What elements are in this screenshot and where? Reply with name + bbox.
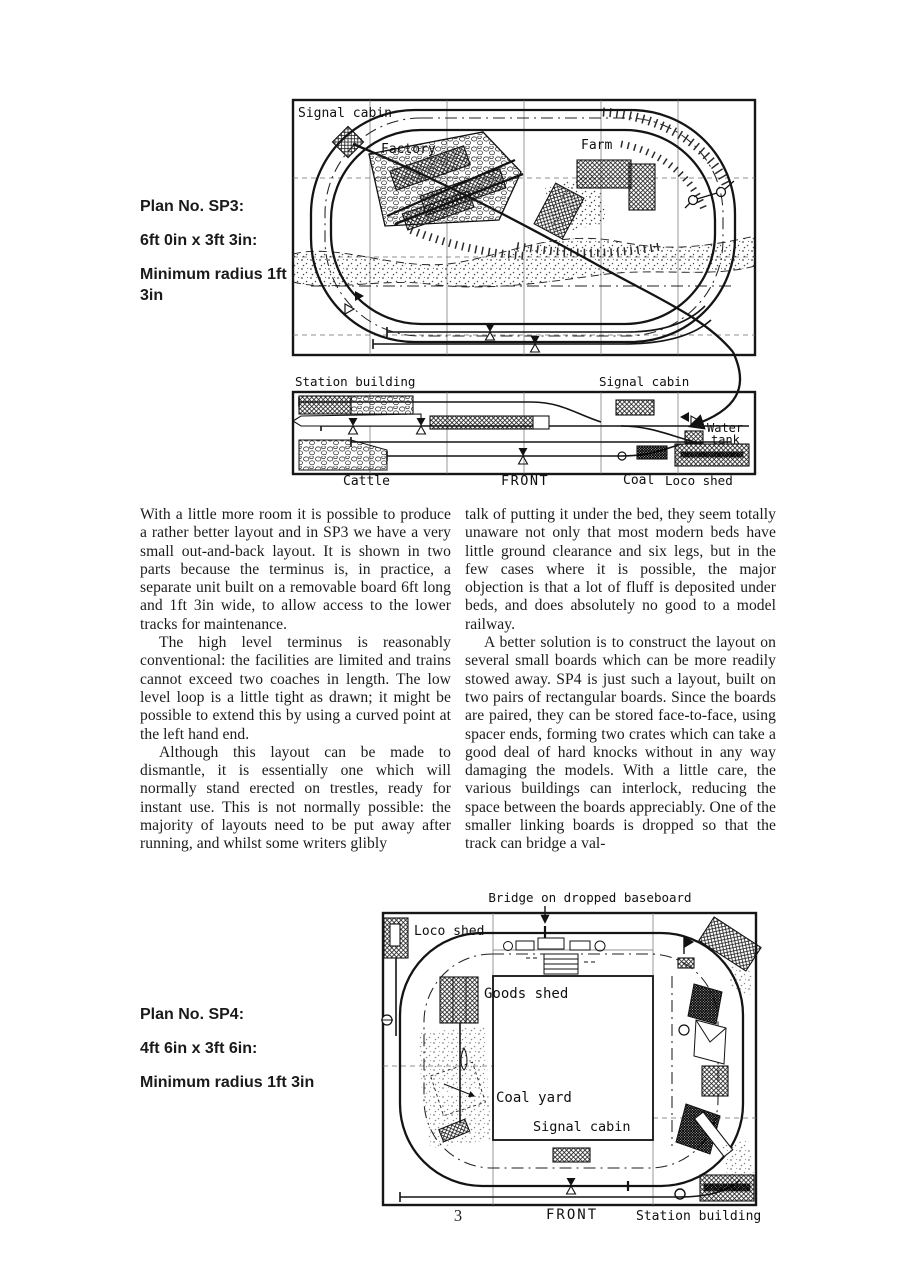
page-number: 3 bbox=[453, 1206, 463, 1225]
sp3-label-front: FRONT bbox=[501, 473, 550, 489]
sp3-label-factory: Factory bbox=[381, 142, 436, 157]
main-line-loops bbox=[311, 110, 735, 352]
sp3-label-water-tank: tank bbox=[711, 433, 740, 447]
sp4-label-front: FRONT bbox=[546, 1207, 599, 1223]
sp3-caption bbox=[140, 196, 292, 319]
sp4-label-goods-shed: Goods shed bbox=[484, 986, 569, 1002]
sp4-track-plan bbox=[378, 888, 770, 1236]
coal-stage bbox=[618, 446, 667, 460]
paragraph: talk of putting it under the bed, they seem totally unaware not only that most modern beds have little ground clearance and six legs, but in the few cases where it is possible, the major objection is that a lot of fluff is deposited under beds, and does absolutely no good to a model railway. bbox=[465, 506, 776, 633]
sp3-caption-line: 6ft 0in x 3ft 3in: bbox=[140, 232, 258, 249]
paragraph: Although this layout can be made to dismantle, it is essentially one which will normally stand erected on trestles, ready for instant use. This is not normally possible: the majority of layouts need to be put away after running, and whilst some writers glibly bbox=[140, 743, 451, 853]
sp4-label-bridge: Bridge on dropped baseboard bbox=[488, 890, 692, 905]
paragraph: With a little more room it is possible to produce a rather better layout and in SP3 we have a very small out-and-back layout. It is shown in two parts because the terminus is, in practice, a separate unit built on a removable board 6ft long and 1ft 3in wide, to allow access to the lower tracks for maintenance. bbox=[140, 506, 451, 633]
loco-shed bbox=[381, 918, 408, 1036]
sp3-upper-board bbox=[293, 100, 755, 355]
station-building bbox=[700, 1175, 754, 1201]
board-connector-track bbox=[691, 352, 740, 426]
cattle-dock bbox=[299, 440, 387, 470]
sp3-label-coal: Coal bbox=[623, 473, 655, 488]
sp4-caption-line: Plan No. SP4: bbox=[140, 1006, 245, 1023]
signal-cabin-building bbox=[332, 126, 363, 157]
sp4-label-loco-shed: Loco shed bbox=[414, 924, 485, 939]
signal-cabin-building bbox=[553, 1148, 590, 1162]
sp4-label-station-building: Station building bbox=[636, 1209, 762, 1224]
farm-buildings bbox=[534, 160, 655, 239]
sp3-label-signal-cabin-top: Signal cabin bbox=[298, 106, 392, 121]
sp4-caption-line: Minimum radius 1ft 3in bbox=[140, 1074, 315, 1091]
scenic-ground bbox=[418, 1026, 492, 1148]
wagons-on-bridge bbox=[504, 938, 606, 974]
sp3-label-loco-shed: Loco shed bbox=[665, 473, 733, 488]
sp4-caption-line: 4ft 6in x 3ft 6in: bbox=[140, 1040, 258, 1057]
article-column-left bbox=[140, 506, 451, 854]
sp3-label-water-tank: Water bbox=[707, 421, 744, 435]
sp3-lower-board bbox=[293, 374, 755, 489]
point-lever-glyph bbox=[685, 181, 734, 208]
sp3-label-signal-cabin-lower: Signal cabin bbox=[599, 374, 690, 389]
sp4-label-signal-cabin: Signal cabin bbox=[533, 1119, 631, 1135]
article-column-right bbox=[465, 506, 776, 854]
sp3-label-cattle: Cattle bbox=[343, 474, 390, 489]
signal-cabin-building-lower bbox=[616, 400, 654, 415]
sp3-caption-line: Plan No. SP3: bbox=[140, 198, 245, 215]
sp3-caption-line: Minimum radius 1ft 3in bbox=[140, 266, 287, 304]
sp3-track-plan bbox=[291, 96, 759, 492]
loco-shed bbox=[675, 444, 749, 466]
paragraph: The high level terminus is reasonably conventional: the facilities are limited and trains cannot exceed two coaches in length. The low level loop is a little tight as drawn; it might be possible to extend this by using a curved point at the left hand end. bbox=[140, 634, 451, 743]
sp4-label-coal-yard: Coal yard bbox=[496, 1090, 572, 1106]
sp3-label-station-building: Station building bbox=[295, 374, 416, 389]
sp3-label-farm: Farm bbox=[581, 138, 613, 153]
station-building bbox=[299, 396, 413, 414]
paragraph: A better solution is to construct the layout on several small boards which can be more readily stowed away. SP4 is just such a layout, built on two pairs of rectangular boards. Since the boards are paired, they can be stored face-to-face, using spacer ends, forming two crates which can take a good deal of hard knocks without in any way damaging the models. With a little care, the various buildings can interlock, reducing the space between the boards appreciably. One of the smaller linking boards is dropped so that the track can bridge a val- bbox=[465, 634, 776, 853]
